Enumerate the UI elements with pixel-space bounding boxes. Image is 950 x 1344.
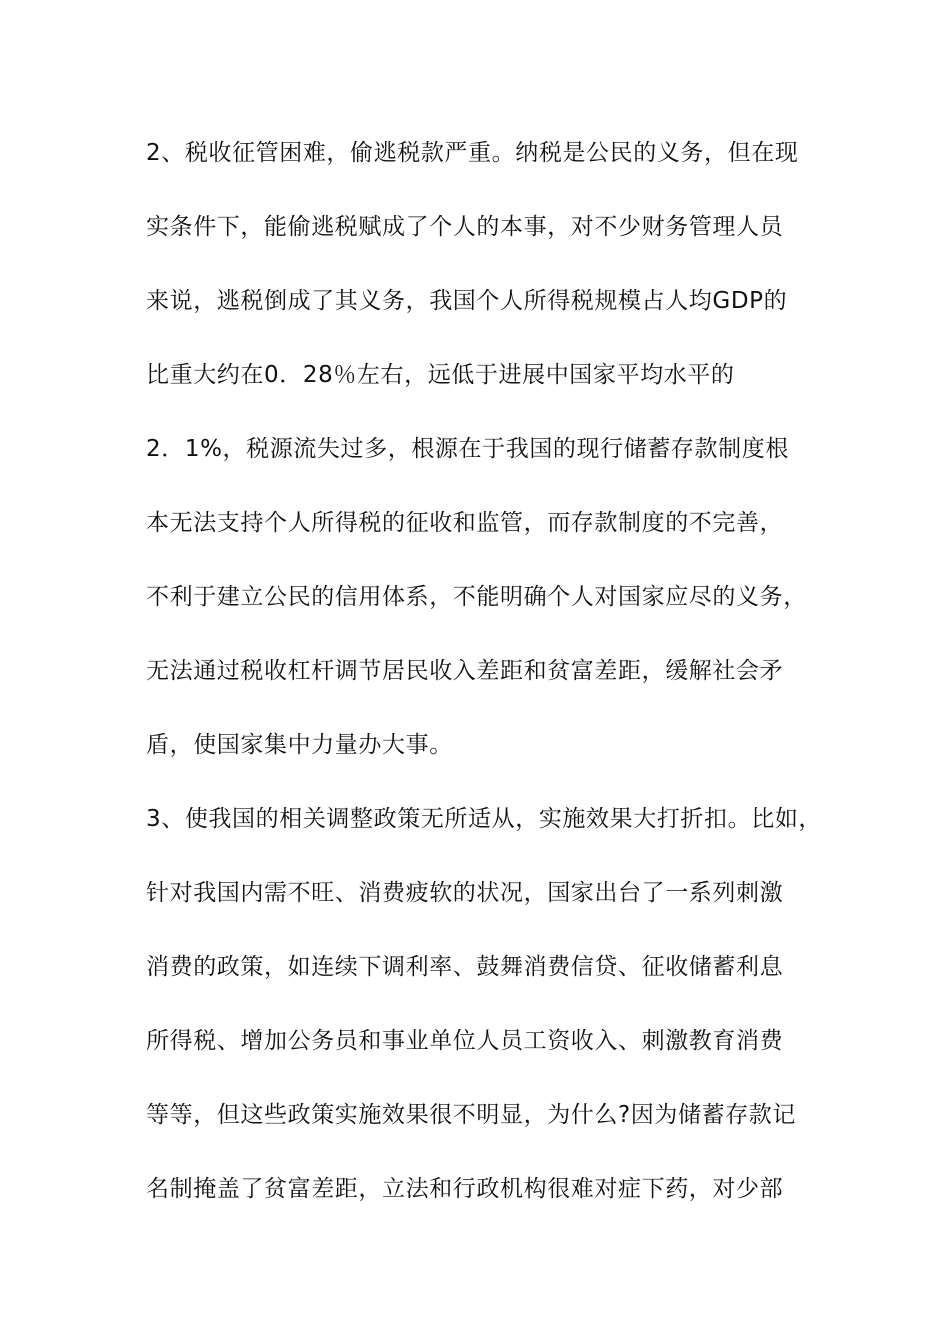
text-line: 名制掩盖了贫富差距，立法和行政机构很难对症下药，对少部 — [146, 1176, 784, 1202]
text-line: 本无法支持个人所得税的征收和监管，而存款制度的不完善， — [146, 510, 784, 536]
text-line: 2．1%，税源流失过多，根源在于我国的现行储蓄存款制度根 — [146, 436, 789, 462]
text-line: 针对我国内需不旺、消费疲软的状况，国家出台了一系列刺激 — [146, 880, 784, 906]
text-line: 盾，使国家集中力量办大事。 — [146, 732, 453, 758]
text-line: 3、使我国的相关调整政策无所适从，实施效果大打折扣。比如， — [146, 806, 823, 832]
text-line: 消费的政策，如连续下调利率、鼓舞消费信贷、征收储蓄利息 — [146, 954, 784, 980]
text-line: 等等，但这些政策实施效果很不明显，为什么?因为储蓄存款记 — [146, 1102, 797, 1128]
text-line: 所得税、增加公务员和事业单位人员工资收入、刺激教育消费 — [146, 1028, 784, 1054]
text-line: 不利于建立公民的信用体系，不能明确个人对国家应尽的义务， — [146, 584, 807, 610]
text-line: 无法通过税收杠杆调节居民收入差距和贫富差距，缓解社会矛 — [146, 658, 784, 684]
text-line: 来说，逃税倒成了其义务，我国个人所得税规模占人均GDP的 — [146, 288, 788, 314]
text-line: 实条件下，能偷逃税赋成了个人的本事，对不少财务管理人员 — [146, 214, 784, 240]
text-line: 比重大约在0．28％左右，远低于进展中国家平均水平的 — [146, 362, 735, 388]
text-line: 2、税收征管困难，偷逃税款严重。纳税是公民的义务，但在现 — [146, 140, 799, 166]
